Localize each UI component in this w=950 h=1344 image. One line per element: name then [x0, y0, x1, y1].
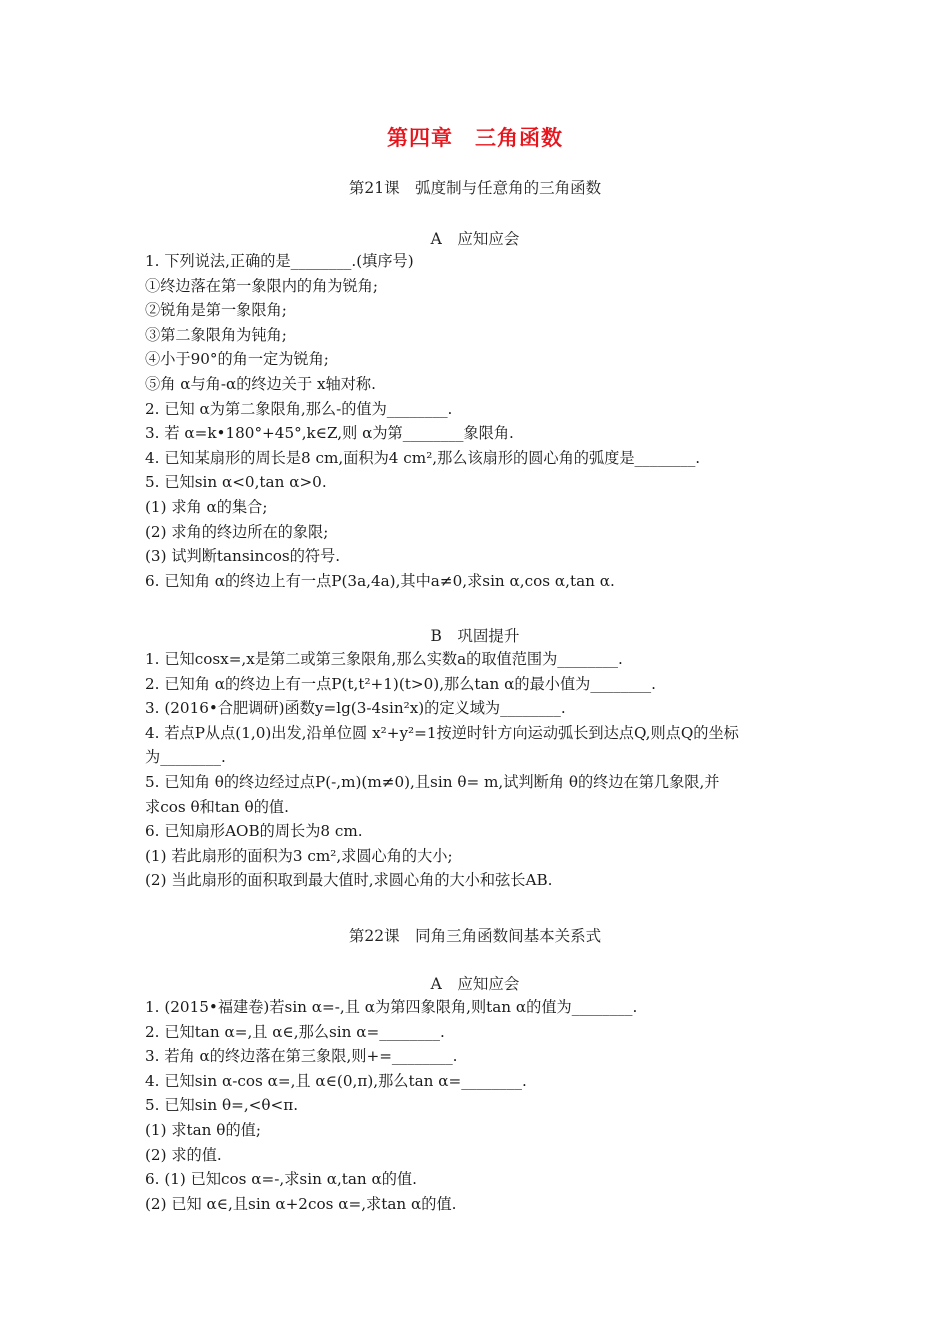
- lesson-21-a-line: 3. 若 α=k•180°+45°,k∈Z,则 α为第________象限角.: [145, 424, 514, 443]
- lesson-21-section-a-heading: A 应知应会: [430, 230, 520, 248]
- lesson-21-a-line: 5. 已知sin α<0,tan α>0.: [145, 473, 327, 492]
- lesson-22-title: 第22课 同角三角函数间基本关系式: [348, 927, 602, 945]
- lesson-22-a-line: (1) 求tan θ的值;: [145, 1120, 261, 1139]
- lesson-21-section-b-heading: B 巩固提升: [430, 627, 520, 645]
- lesson-22-a-line: (2) 求的值.: [145, 1145, 222, 1164]
- lesson-22-a-line: 1. (2015•福建卷)若sin α=-,且 α为第四象限角,则tan α的值为________.: [145, 998, 638, 1016]
- lesson-22-a-line: 3. 若角 α的终边落在第三象限,则+=________.: [145, 1047, 458, 1066]
- lesson-21-section-b-body: [145, 647, 815, 893]
- lesson-21-b-line: 2. 已知角 α的终边上有一点P(t,t²+1)(t>0),那么tan α的最小值为________.: [145, 674, 656, 693]
- lesson-21-a-line: ④小于90°的角一定为锐角;: [145, 350, 329, 369]
- lesson-21-b-line: (2) 当此扇形的面积取到最大值时,求圆心角的大小和弦长AB.: [145, 871, 553, 890]
- lesson-21-title: 第21课 弧度制与任意角的三角函数: [348, 179, 602, 197]
- lesson-21-b-line: (1) 若此扇形的面积为3 cm²,求圆心角的大小;: [145, 846, 453, 865]
- lesson-21-a-line: 4. 已知某扇形的周长是8 cm,面积为4 cm²,那么该扇形的圆心角的弧度是________.: [145, 448, 701, 467]
- lesson-21-a-line: (2) 求角的终边所在的象限;: [145, 522, 329, 541]
- lesson-21-b-line: 1. 已知cosx=,x是第二或第三象限角,那么实数a的取值范围为________.: [145, 650, 623, 668]
- lesson-21-section-a-body: [145, 249, 815, 593]
- lesson-21-a-line: ③第二象限角为钝角;: [145, 325, 287, 344]
- lesson-22-a-line: 6. (1) 已知cos α=-,求sin α,tan α的值.: [145, 1170, 418, 1189]
- lesson-21-a-line: 6. 已知角 α的终边上有一点P(3a,4a),其中a≠0,求sin α,cos α,tan α.: [145, 571, 615, 590]
- lesson-22-a-line: 2. 已知tan α=,且 α∈,那么sin α=________.: [145, 1022, 445, 1041]
- lesson-21-a-line: (3) 试判断tansincos的符号.: [145, 547, 341, 566]
- lesson-21-a-line: ⑤角 α与角-α的终边关于 x轴对称.: [145, 374, 376, 393]
- lesson-21-b-line: 求cos θ和tan θ的值.: [145, 797, 289, 816]
- lesson-21-a-line: 2. 已知 α为第二象限角,那么-的值为________.: [145, 399, 453, 418]
- lesson-22-section-a-heading: A 应知应会: [430, 975, 520, 993]
- lesson-22-a-line: 5. 已知sin θ=,<θ<π.: [145, 1096, 299, 1115]
- lesson-22-a-line: (2) 已知 α∈,且sin α+2cos α=,求tan α的值.: [145, 1194, 457, 1213]
- lesson-21-b-line: 5. 已知角 θ的终边经过点P(-,m)(m≠0),且sin θ= m,试判断角 θ的终边在第几象限,并: [145, 772, 720, 791]
- lesson-21-b-line: 为________.: [145, 748, 226, 767]
- lesson-21-a-line: ①终边落在第一象限内的角为锐角;: [145, 276, 378, 295]
- lesson-21-b-line: 3. (2016•合肥调研)函数y=lg(3-4sin²x)的定义域为________.: [145, 699, 566, 718]
- lesson-21-b-line: 4. 若点P从点(1,0)出发,沿单位圆 x²+y²=1按逆时针方向运动弧长到达点Q,则点Q的坐标: [145, 723, 739, 742]
- lesson-22-a-line: 4. 已知sin α-cos α=,且 α∈(0,π),那么tan α=________.: [145, 1071, 527, 1090]
- lesson-21-a-line: ②锐角是第一象限角;: [145, 301, 287, 320]
- chapter-title: 第四章 三角函数: [387, 126, 563, 150]
- lesson-21-a-line: 1. 下列说法,正确的是________.(填序号): [145, 252, 414, 270]
- lesson-21-a-line: (1) 求角 α的集合;: [145, 497, 268, 516]
- lesson-22-section-a-body: [145, 995, 815, 1216]
- lesson-21-b-line: 6. 已知扇形AOB的周长为8 cm.: [145, 822, 363, 841]
